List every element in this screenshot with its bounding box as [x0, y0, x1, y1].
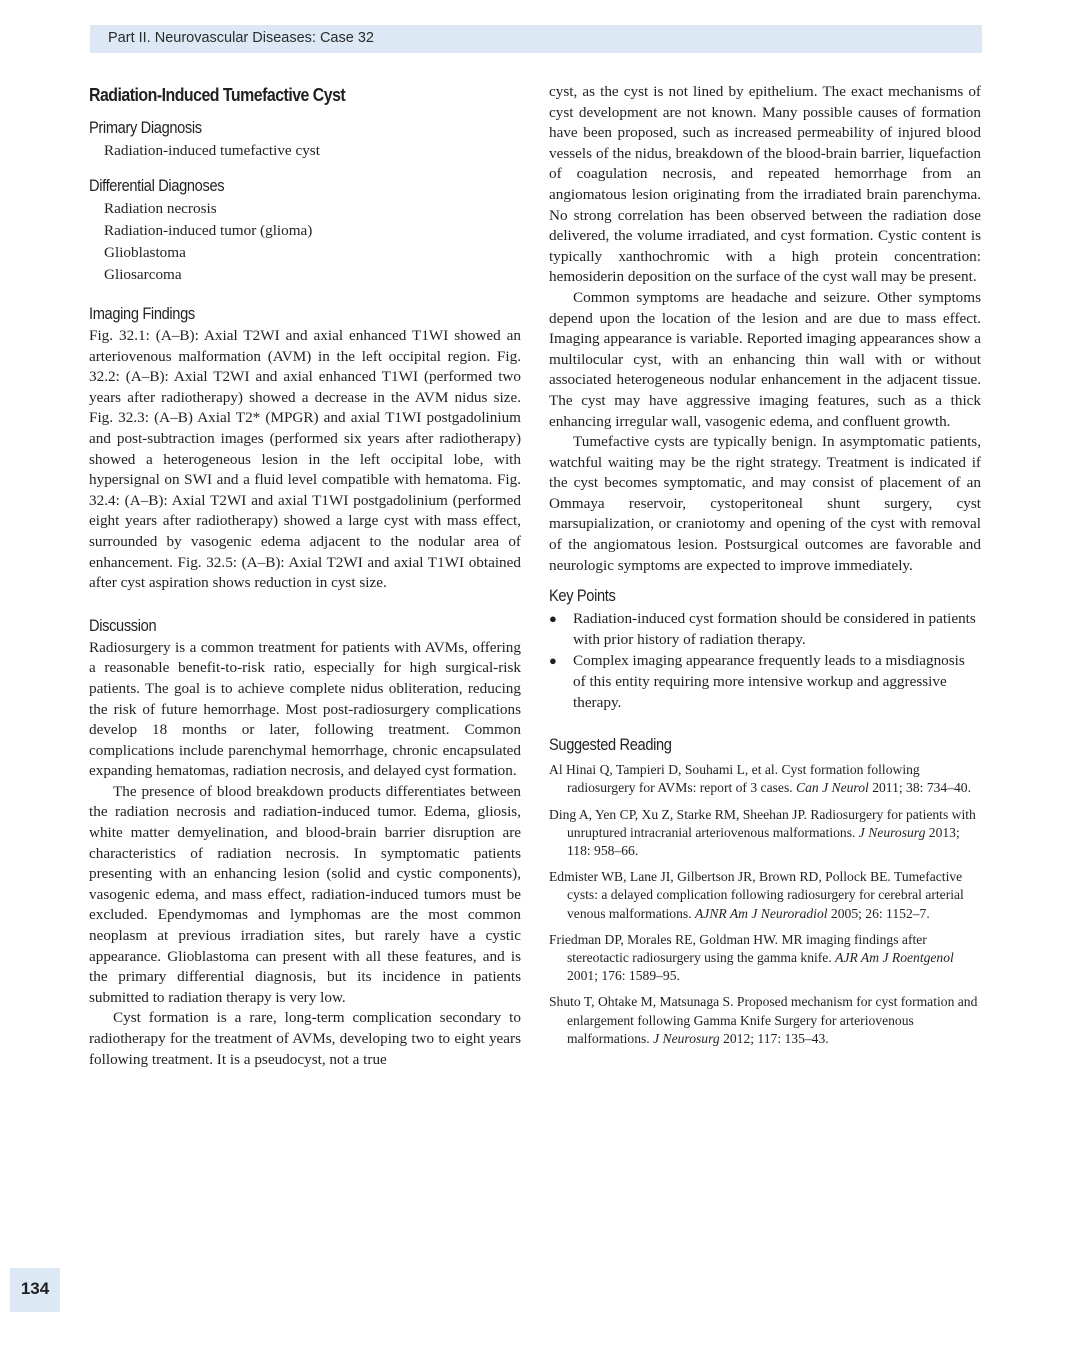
reference-citation: 2012; 117: 135–43. [719, 1030, 829, 1046]
reference-journal: J Neurosurg [653, 1030, 720, 1046]
differential-item: Glioblastoma [104, 244, 186, 261]
imaging-findings-heading: Imaging Findings [89, 304, 195, 323]
discussion-paragraph: The presence of blood breakdown products differentiates between the radiation necrosis and radiation-induced tumor. Edema, gliosis, white matter demyelination, and blood-brain barrier disruption are characteristics of radiation necrosis. In symptomatic patients presenting with an enhancing lesion (solid and cystic components), vasogenic edema, and mass effect, radiation-induced tumors must be excluded. Ependymomas and lymphomas are the most common neoplasm at previous irradiation sites, but rarely have a cystic appearance. Glioblastoma can present with all these features, and is the primary differential diagnosis, but its incidence in patients submitted to radiation therapy is very low. [89, 782, 521, 1006]
reference-citation: 2005; 26: 1152–7. [827, 905, 930, 921]
discussion-continued-paragraph: cyst, as the cyst is not lined by epithelium. The exact mechanisms of cyst development are not known. Many possible causes of formation have been proposed, such as increased permeability of injured blood vessels of the nidus, breakdown of the blood-brain barrier, liquefaction of coagulation necrosis, and repeated hemorrhage from an angiomatous lesion originating from the irradiated brain parenchyma. No strong correlation has been observed between the radiation dose delivered, the volume irradiated, and cyst formation. Cystic content is typically xanthochromic with a high protein concentration: hemosiderin deposition on the surface of the cyst wall may be present. [549, 83, 981, 286]
key-point-text: Radiation-induced cyst formation should be considered in patients with prior history of radiation therapy. [573, 610, 976, 649]
bullet-icon: ● [549, 653, 557, 669]
reference-item [549, 761, 981, 797]
primary-diagnosis-value: Radiation-induced tumefactive cyst [104, 142, 320, 159]
suggested-reading-heading: Suggested Reading [549, 735, 672, 755]
bullet-icon: ● [549, 611, 557, 627]
symptoms-paragraph: Common symptoms are headache and seizure. Other symptoms depend upon the location of the lesion and are due to mass effect. Imaging appearance is variable. Reported imaging appearances show a multilocular cyst, with an enhancing thin wall with or without associated heterogeneous nodular enhancement in the adjacent tissue. The cyst may have aggressive imaging features, such as a thick enhancing irregular wall, vasogenic edema, and confluent growth. [549, 288, 981, 430]
reference-text: Edmister WB, Lane JI, Gilbertson JR, Brown RD, Pollock BE. Tumefactive cysts: a delayed complication following radiosurgery for cerebral arterial venous malformations. [549, 869, 964, 921]
reference-text: Ding A, Yen CP, Xu Z, Starke RM, Sheehan JP. Radiosurgery for patients with unruptured intracranial arteriovenous malformations. [549, 806, 976, 840]
running-header-bar [90, 25, 982, 53]
treatment-paragraph: Tumefactive cysts are typically benign. In asymptomatic patients, watchful waiting may be the right strategy. Treatment is indicated if the cyst becomes symptomatic, and may consist of placement of an Ommaya reservoir, cystoperitoneal shunt surgery, cyst marsupialization, or craniotomy and opening of the cyst with removal of the angiomatous lesion. Postsurgical outcomes are favorable and neurologic symptoms are expected to improve immediately. [549, 433, 981, 574]
page-number-tab [10, 1268, 60, 1312]
differential-item: Radiation necrosis [104, 200, 217, 217]
reference-journal: J Neurosurg [858, 824, 926, 840]
reference-item [549, 931, 981, 986]
imaging-findings-text: Fig. 32.1: (A–B): Axial T2WI and axial enhanced T1WI showed an arteriovenous malformation (AVM) in the left occipital region. Fig. 32.2: (A–B): Axial T2WI and axial enhanced T1WI (performed two years after radiotherapy) showed a decrease in the AVM nidus size. Fig. 32.3: (A–B) Axial T2* (MPGR) and axial T1WI postgadolinium and post-subtraction images (performed six years after radiotherapy) showed a heterogeneous lesion in the left occipital lobe, with hypersignal on SWI and a fluid level compatible with hematoma. Fig. 32.4: (A–B): Axial T2WI and axial T1WI postgadolinium (performed eight years after radiotherapy) showed a large cyst with mass effect, surrounded by vasogenic edema adjacent to the nodular area of enhancement. Fig. 32.5: (A–B): Axial T2WI and axial T1WI obtained after cyst aspiration shows reduction in cyst size. [89, 327, 521, 592]
discussion-heading: Discussion [89, 615, 157, 635]
reference-text: Friedman DP, Morales RE, Goldman HW. MR imaging findings after stereotactic radiosurgery using the gamma knife. [549, 931, 927, 966]
key-point-text: Complex imaging appearance frequently leads to a misdiagnosis of this entity requiring more intensive workup and aggressive therapy. [573, 652, 965, 712]
key-points-heading: Key Points [549, 586, 616, 606]
differential-item: Gliosarcoma [104, 266, 182, 283]
discussion-paragraph: Cyst formation is a rare, long-term complication secondary to radiotherapy for the treatment of AVMs, developing two to eight years following treatment. It is a pseudocyst, not a true [89, 1009, 521, 1068]
discussion-paragraph: Radiosurgery is a common treatment for patients with AVMs, offering a reasonable benefit-to-risk ratio, especially for high surgical-risk patients. The goal is to achieve complete nidus obliteration, reducing the risk of future hemorrhage. Most post-radiosurgery complications develop 18 months or later, following treatment. Common complications include parenchymal hemorrhage, chronic encapsulated expanding hematomas, radiation necrosis, and delayed cyst formation. [89, 638, 521, 780]
reference-citation: 2001; 176: 1589–95. [567, 968, 680, 984]
left-column [89, 82, 521, 1070]
key-point-item [549, 650, 981, 713]
primary-diagnosis-heading: Primary Diagnosis [89, 118, 202, 137]
differential-diagnoses-heading: Differential Diagnoses [89, 176, 225, 195]
right-column [549, 82, 981, 1056]
differential-diagnoses-list [89, 198, 521, 286]
differential-item: Radiation-induced tumor (glioma) [104, 222, 313, 239]
reference-item [549, 806, 981, 861]
reference-item [549, 993, 981, 1048]
reference-citation: 2011; 38: 734–40. [868, 780, 972, 796]
reference-citation: 2013; 118: 958–66. [567, 824, 960, 859]
key-point-item [549, 608, 981, 650]
running-header-title: Part II. Neurovascular Diseases: Case 32 [108, 30, 374, 46]
key-points-list [549, 608, 981, 713]
reference-text: Shuto T, Ohtake M, Matsunaga S. Proposed mechanism for cyst formation and enlargement following Gamma Knife Surgery for arteriovenous malformations. [549, 994, 978, 1046]
reference-item [549, 868, 981, 923]
reference-text: Al Hinai Q, Tampieri D, Souhami L, et al. Cyst formation following radiosurgery for AVMs: report of 3 cases. [549, 762, 920, 796]
page-number: 134 [20, 1279, 50, 1298]
reference-journal: Can J Neurol [796, 780, 869, 796]
reference-journal: AJNR Am J Neuroradiol [695, 905, 828, 921]
case-title: Radiation-Induced Tumefactive Cyst [89, 84, 346, 105]
reference-journal: AJR Am J Roentgenol [835, 950, 954, 966]
reference-list [549, 761, 981, 1048]
